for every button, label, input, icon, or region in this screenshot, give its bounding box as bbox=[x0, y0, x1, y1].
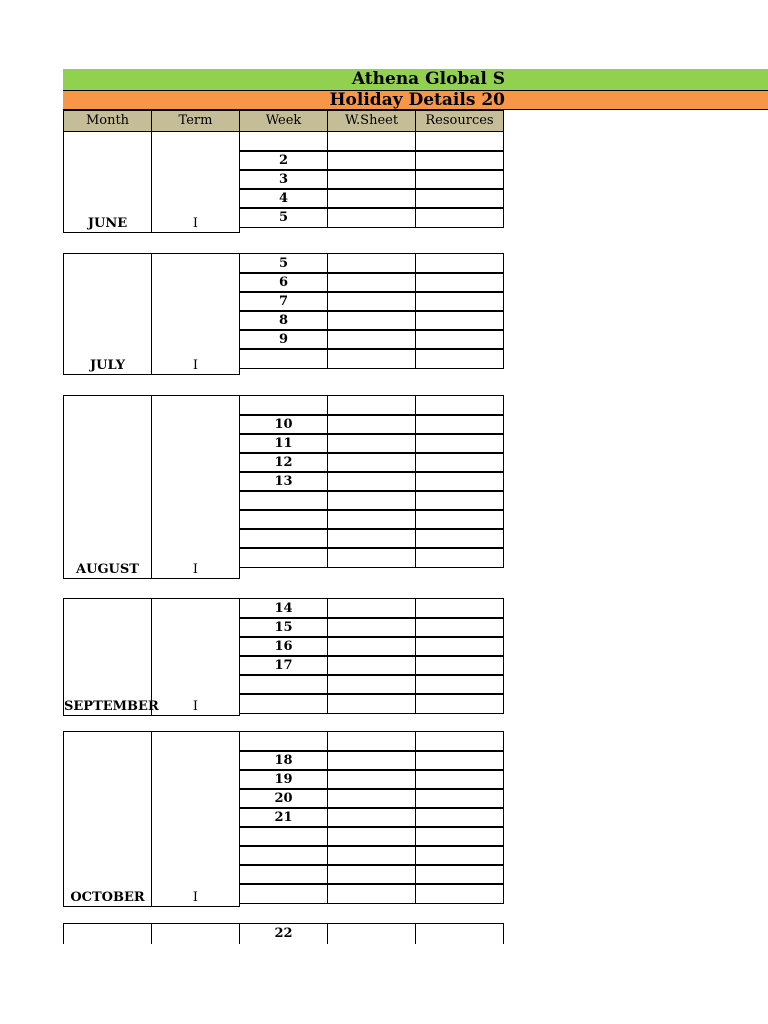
wsheet-cell[interactable] bbox=[327, 329, 416, 350]
resources-cell[interactable] bbox=[415, 693, 504, 714]
wsheet-cell[interactable] bbox=[327, 207, 416, 228]
table-row bbox=[239, 188, 503, 208]
month-block-august bbox=[63, 395, 505, 579]
resources-cell[interactable] bbox=[415, 528, 504, 549]
table-row bbox=[239, 547, 503, 567]
sheet-subtitle: Holiday Details 20 bbox=[329, 91, 505, 109]
resources-cell[interactable] bbox=[415, 509, 504, 530]
week-cell[interactable] bbox=[239, 693, 328, 714]
resources-cell[interactable] bbox=[415, 807, 504, 828]
resources-cell[interactable] bbox=[415, 395, 504, 416]
week-rows bbox=[239, 598, 503, 713]
resources-cell[interactable] bbox=[415, 272, 504, 293]
table-row bbox=[239, 471, 503, 491]
wsheet-cell[interactable] bbox=[327, 310, 416, 331]
term-cell bbox=[151, 131, 240, 233]
month-cell bbox=[63, 598, 159, 716]
wsheet-cell[interactable] bbox=[327, 731, 416, 752]
resources-cell[interactable] bbox=[415, 547, 504, 568]
wsheet-cell[interactable] bbox=[327, 598, 416, 619]
header-month: Month bbox=[63, 110, 152, 132]
table-row bbox=[239, 883, 503, 903]
table-row bbox=[239, 329, 503, 349]
week-cell[interactable] bbox=[239, 845, 328, 866]
week-cell[interactable]: 21 bbox=[239, 807, 328, 828]
table-row bbox=[239, 807, 503, 827]
term-label: I bbox=[192, 358, 199, 373]
wsheet-cell[interactable] bbox=[327, 674, 416, 695]
term-cell bbox=[151, 731, 240, 907]
week-cell[interactable]: 6 bbox=[239, 272, 328, 293]
term-cell bbox=[151, 395, 240, 579]
week-cell[interactable]: 16 bbox=[239, 636, 328, 657]
resources-cell[interactable] bbox=[415, 655, 504, 676]
table-row bbox=[239, 150, 503, 170]
resources-cell[interactable] bbox=[415, 750, 504, 771]
month-block-partial bbox=[63, 923, 505, 943]
week-cell[interactable]: 18 bbox=[239, 750, 328, 771]
table-row bbox=[239, 674, 503, 694]
resources-cell[interactable] bbox=[415, 636, 504, 657]
table-row bbox=[239, 207, 503, 227]
wsheet-cell[interactable] bbox=[327, 807, 416, 828]
resources-cell[interactable] bbox=[415, 490, 504, 511]
wsheet-cell[interactable] bbox=[327, 188, 416, 209]
wsheet-cell[interactable] bbox=[327, 750, 416, 771]
table-row bbox=[239, 769, 503, 789]
month-block-july bbox=[63, 253, 505, 375]
table-row bbox=[239, 395, 503, 415]
month-label: JUNE bbox=[87, 216, 128, 231]
month-cell bbox=[63, 923, 152, 944]
wsheet-cell[interactable] bbox=[327, 131, 416, 152]
table-row bbox=[239, 528, 503, 548]
table-row bbox=[239, 310, 503, 330]
week-cell[interactable] bbox=[239, 883, 328, 904]
resources-cell[interactable] bbox=[415, 329, 504, 350]
month-block-october bbox=[63, 731, 505, 907]
term-label: I bbox=[192, 699, 199, 714]
resources-cell[interactable] bbox=[415, 433, 504, 454]
week-cell[interactable]: 14 bbox=[239, 598, 328, 619]
wsheet-cell[interactable] bbox=[327, 509, 416, 530]
table-row bbox=[239, 598, 503, 618]
table-row bbox=[239, 864, 503, 884]
week-rows bbox=[239, 731, 503, 903]
wsheet-cell[interactable] bbox=[327, 883, 416, 904]
resources-cell[interactable] bbox=[415, 471, 504, 492]
resources-cell[interactable] bbox=[415, 617, 504, 638]
resources-cell[interactable] bbox=[415, 131, 504, 152]
table-row bbox=[239, 617, 503, 637]
month-label: SEPTEMBER bbox=[64, 699, 159, 714]
wsheet-cell[interactable] bbox=[327, 547, 416, 568]
week-cell[interactable]: 17 bbox=[239, 655, 328, 676]
week-cell[interactable] bbox=[239, 490, 328, 511]
term-label: I bbox=[192, 216, 199, 231]
table-row bbox=[239, 414, 503, 434]
term-label: I bbox=[192, 562, 199, 577]
week-cell[interactable]: 19 bbox=[239, 769, 328, 790]
month-label: JULY bbox=[89, 358, 126, 373]
title-banner bbox=[63, 69, 768, 90]
table-row bbox=[239, 923, 503, 943]
header-resources: Resources bbox=[415, 110, 504, 132]
resources-cell[interactable] bbox=[415, 845, 504, 866]
header-wsheet: W.Sheet bbox=[327, 110, 416, 132]
resources-cell[interactable] bbox=[415, 348, 504, 369]
table-row bbox=[239, 845, 503, 865]
resources-cell[interactable] bbox=[415, 598, 504, 619]
resources-cell[interactable] bbox=[415, 826, 504, 847]
resources-cell[interactable] bbox=[415, 207, 504, 228]
wsheet-cell[interactable] bbox=[327, 452, 416, 473]
month-cell bbox=[63, 395, 152, 579]
week-cell[interactable]: 2 bbox=[239, 150, 328, 171]
week-cell[interactable]: 3 bbox=[239, 169, 328, 190]
table-row bbox=[239, 655, 503, 675]
table-header bbox=[63, 110, 503, 132]
week-cell[interactable]: 13 bbox=[239, 471, 328, 492]
week-cell[interactable]: 12 bbox=[239, 452, 328, 473]
term-cell bbox=[151, 253, 240, 375]
table-row bbox=[239, 291, 503, 311]
sheet-title: Athena Global S bbox=[351, 69, 505, 89]
wsheet-cell[interactable] bbox=[327, 769, 416, 790]
term-cell bbox=[151, 923, 240, 944]
resources-cell[interactable] bbox=[415, 883, 504, 904]
resources-cell[interactable] bbox=[415, 452, 504, 473]
month-label: AUGUST bbox=[76, 562, 139, 577]
table-row bbox=[239, 826, 503, 846]
wsheet-cell[interactable] bbox=[327, 845, 416, 866]
wsheet-cell[interactable] bbox=[327, 348, 416, 369]
wsheet-cell[interactable] bbox=[327, 471, 416, 492]
header-term: Term bbox=[151, 110, 240, 132]
wsheet-cell[interactable] bbox=[327, 826, 416, 847]
wsheet-cell[interactable] bbox=[327, 655, 416, 676]
week-cell[interactable]: 11 bbox=[239, 433, 328, 454]
table-row bbox=[239, 490, 503, 510]
month-cell bbox=[63, 253, 152, 375]
month-block-september bbox=[63, 598, 505, 716]
week-rows bbox=[239, 395, 503, 567]
resources-cell[interactable] bbox=[415, 731, 504, 752]
wsheet-cell[interactable] bbox=[327, 272, 416, 293]
table-row bbox=[239, 693, 503, 713]
resources-cell[interactable] bbox=[415, 150, 504, 171]
term-label: I bbox=[192, 890, 199, 905]
week-cell[interactable]: 5 bbox=[239, 253, 328, 274]
wsheet-cell[interactable] bbox=[327, 528, 416, 549]
resources-cell[interactable] bbox=[415, 188, 504, 209]
week-cell[interactable]: 15 bbox=[239, 617, 328, 638]
resources-cell[interactable] bbox=[415, 923, 504, 944]
month-label: OCTOBER bbox=[70, 890, 145, 905]
table-row bbox=[239, 452, 503, 472]
week-cell[interactable] bbox=[239, 509, 328, 530]
week-cell[interactable] bbox=[239, 348, 328, 369]
wsheet-cell[interactable] bbox=[327, 253, 416, 274]
header-week: Week bbox=[239, 110, 328, 132]
resources-cell[interactable] bbox=[415, 253, 504, 274]
week-cell[interactable] bbox=[239, 547, 328, 568]
week-cell[interactable]: 4 bbox=[239, 188, 328, 209]
wsheet-cell[interactable] bbox=[327, 291, 416, 312]
table-row bbox=[239, 131, 503, 151]
resources-cell[interactable] bbox=[415, 864, 504, 885]
table-row bbox=[239, 636, 503, 656]
resources-cell[interactable] bbox=[415, 291, 504, 312]
week-rows bbox=[239, 923, 503, 943]
subtitle-banner bbox=[63, 90, 768, 110]
week-cell[interactable]: 5 bbox=[239, 207, 328, 228]
wsheet-cell[interactable] bbox=[327, 150, 416, 171]
week-cell[interactable] bbox=[239, 731, 328, 752]
table-row bbox=[239, 272, 503, 292]
week-cell[interactable] bbox=[239, 395, 328, 416]
resources-cell[interactable] bbox=[415, 674, 504, 695]
wsheet-cell[interactable] bbox=[327, 433, 416, 454]
table-row bbox=[239, 169, 503, 189]
resources-cell[interactable] bbox=[415, 310, 504, 331]
resources-cell[interactable] bbox=[415, 414, 504, 435]
month-cell bbox=[63, 731, 152, 907]
table-row bbox=[239, 348, 503, 368]
wsheet-cell[interactable] bbox=[327, 617, 416, 638]
resources-cell[interactable] bbox=[415, 169, 504, 190]
table-row bbox=[239, 731, 503, 751]
month-block-june bbox=[63, 131, 505, 233]
table-row bbox=[239, 253, 503, 273]
wsheet-cell[interactable] bbox=[327, 864, 416, 885]
week-rows bbox=[239, 253, 503, 368]
resources-cell[interactable] bbox=[415, 769, 504, 790]
table-row bbox=[239, 788, 503, 808]
resources-cell[interactable] bbox=[415, 788, 504, 809]
week-cell[interactable] bbox=[239, 131, 328, 152]
month-cell bbox=[63, 131, 152, 233]
wsheet-cell[interactable] bbox=[327, 169, 416, 190]
wsheet-cell[interactable] bbox=[327, 693, 416, 714]
week-cell[interactable] bbox=[239, 864, 328, 885]
week-cell[interactable] bbox=[239, 826, 328, 847]
table-row bbox=[239, 750, 503, 770]
week-cell[interactable]: 20 bbox=[239, 788, 328, 809]
wsheet-cell[interactable] bbox=[327, 395, 416, 416]
week-cell[interactable] bbox=[239, 674, 328, 695]
wsheet-cell[interactable] bbox=[327, 923, 416, 944]
week-cell[interactable]: 9 bbox=[239, 329, 328, 350]
wsheet-cell[interactable] bbox=[327, 490, 416, 511]
wsheet-cell[interactable] bbox=[327, 414, 416, 435]
term-cell bbox=[151, 598, 240, 716]
table-row bbox=[239, 509, 503, 529]
week-cell[interactable]: 22 bbox=[239, 923, 328, 944]
wsheet-cell[interactable] bbox=[327, 636, 416, 657]
week-cell[interactable] bbox=[239, 528, 328, 549]
week-cell[interactable]: 10 bbox=[239, 414, 328, 435]
table-row bbox=[239, 433, 503, 453]
week-cell[interactable]: 7 bbox=[239, 291, 328, 312]
week-cell[interactable]: 8 bbox=[239, 310, 328, 331]
week-rows bbox=[239, 131, 503, 227]
wsheet-cell[interactable] bbox=[327, 788, 416, 809]
